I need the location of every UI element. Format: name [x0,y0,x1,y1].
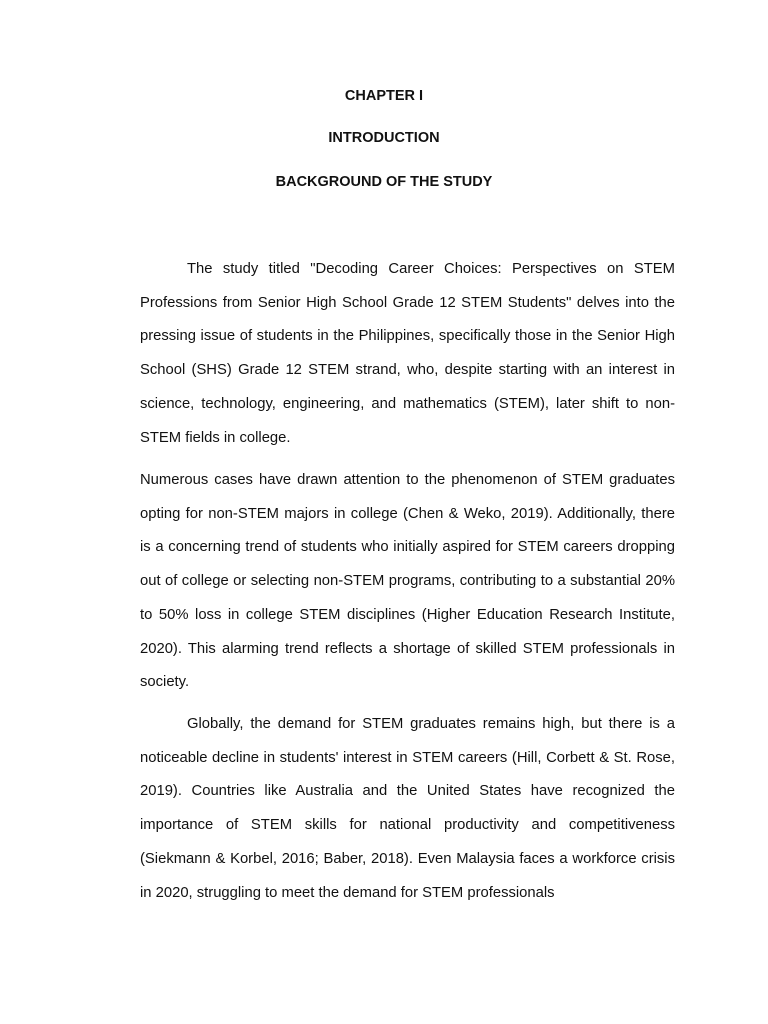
body-paragraph-1: The study titled "Decoding Career Choices: Perspectives on STEM Professions from Senior High School Grade 12 STEM Students" delves into the pressing issue of students in the Philippines, specifically those in the Senior High School (SHS) Grade 12 STEM strand, who, despite starting with an interest in science, technology, engineering, and mathematics (STEM), later shift to non-STEM fields in college. [140,261,675,446]
body-paragraph-2: Numerous cases have drawn attention to the phenomenon of STEM graduates opting for non-STEM majors in college (Chen & Weko, 2019). Additionally, there is a concerning trend of students who initially aspired for STEM careers dropping out of college or selecting non-STEM programs, contributing to a substantial 20% to 50% loss in college STEM disciplines (Higher Education Research Institute, 2020). This alarming trend reflects a shortage of skilled STEM professionals in society. [140,472,675,691]
subsection-heading: BACKGROUND OF THE STUDY [275,174,493,190]
body-paragraph-3: Globally, the demand for STEM graduates remains high, but there is a noticeable decline in students' interest in STEM careers (Hill, Corbett & St. Rose, 2019). Countries like Australia and the United States have recognized the importance of STEM skills for national productivity and competitiveness (Siekmann & Korbel, 2016; Baber, 2018). Even Malaysia faces a workforce crisis in 2020, struggling to meet the demand for STEM professionals [140,716,675,901]
chapter-heading: CHAPTER I [344,88,424,104]
section-heading: INTRODUCTION [328,130,440,146]
